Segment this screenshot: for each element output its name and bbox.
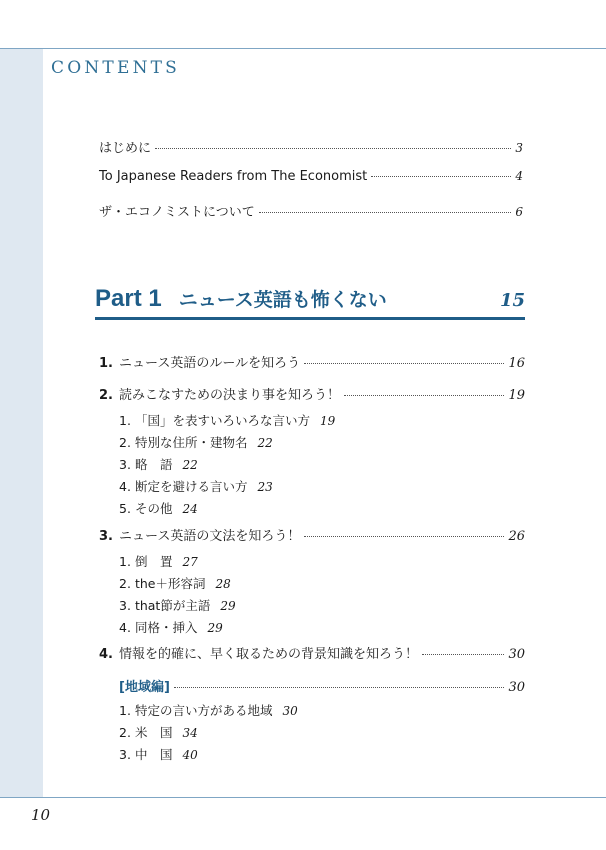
dot-leader	[174, 687, 505, 688]
subsection-number: 3.	[119, 598, 131, 613]
part-number: Part 1	[95, 285, 162, 312]
toc-page: 4	[515, 169, 523, 183]
part-heading[interactable]	[95, 285, 525, 316]
toc-section-2[interactable]	[99, 384, 525, 403]
subsection-number: 2.	[119, 725, 131, 740]
subsection-number: 2.	[119, 435, 131, 450]
toc-subsection[interactable]	[119, 618, 223, 636]
subsection-label: 同格・挿入	[134, 620, 198, 635]
left-margin-band	[0, 49, 43, 797]
toc-entry-intro[interactable]	[99, 137, 523, 156]
section-label: 情報を的確に、早く取るための背景知識を知ろう！	[118, 647, 418, 662]
region-page: 30	[508, 680, 525, 695]
bottom-rule	[0, 797, 606, 798]
toc-subsection[interactable]	[119, 455, 198, 473]
section-number: 2.	[99, 388, 113, 403]
subsection-label: 「国」を表すいろいろな言い方	[134, 413, 310, 428]
section-label: 読みこなすための決まり事を知ろう！	[118, 388, 340, 403]
dot-leader	[304, 363, 504, 364]
subsection-label: その他	[134, 501, 173, 516]
toc-region-heading[interactable]	[119, 676, 525, 695]
toc-page: 6	[515, 205, 523, 219]
subsection-label: 断定を避ける言い方	[134, 479, 248, 494]
subsection-page: 29	[220, 599, 236, 613]
subsection-number: 1.	[119, 703, 131, 718]
subsection-number: 1.	[119, 554, 131, 569]
part-page: 15	[499, 290, 525, 311]
subsection-page: 29	[207, 621, 223, 635]
subsection-label: 特定の言い方がある地域	[134, 703, 273, 718]
subsection-page: 23	[257, 480, 273, 494]
toc-subsection[interactable]	[119, 433, 273, 451]
part-underline	[95, 317, 525, 320]
subsection-number: 5.	[119, 501, 131, 516]
toc-subsection[interactable]	[119, 552, 198, 570]
toc-subsection[interactable]	[119, 411, 335, 429]
toc-section-4[interactable]	[99, 643, 525, 662]
subsection-page: 28	[215, 577, 231, 591]
toc-label: To Japanese Readers from The Economist	[99, 169, 368, 184]
section-number: 3.	[99, 529, 113, 544]
section-number: 4.	[99, 647, 113, 662]
toc-subsection[interactable]	[119, 701, 298, 719]
part-title: ニュース英語も怖くない	[178, 289, 387, 311]
section-page: 19	[508, 388, 525, 403]
subsection-label: 特別な住所・建物名	[134, 435, 248, 450]
section-page: 30	[508, 647, 525, 662]
subsection-label: that節が主語	[134, 598, 211, 613]
page-number: 10	[31, 806, 51, 824]
subsection-label: the＋形容詞	[134, 576, 206, 591]
subsection-page: 27	[182, 555, 198, 569]
subsection-page: 34	[182, 726, 198, 740]
subsection-page: 19	[319, 414, 336, 428]
toc-entry-economist-note[interactable]	[99, 169, 523, 184]
subsection-label: 中 国	[134, 747, 173, 762]
subsection-number: 3.	[119, 747, 131, 762]
toc-subsection[interactable]	[119, 745, 198, 763]
dot-leader	[344, 395, 504, 396]
subsection-number: 4.	[119, 479, 131, 494]
subsection-page: 30	[282, 704, 298, 718]
toc-entry-about-economist[interactable]	[99, 201, 523, 220]
toc-subsection[interactable]	[119, 477, 273, 495]
region-label: [地域編]	[119, 680, 170, 695]
subsection-number: 1.	[119, 413, 131, 428]
toc-label: ザ・エコノミストについて	[99, 205, 255, 220]
toc-page: 3	[515, 141, 523, 155]
subsection-page: 22	[182, 458, 198, 472]
toc-label: はじめに	[99, 141, 152, 156]
toc-subsection[interactable]	[119, 723, 198, 741]
top-rule	[0, 48, 606, 49]
section-page: 16	[508, 356, 525, 371]
contents-heading: CONTENTS	[51, 58, 181, 78]
toc-subsection[interactable]	[119, 499, 198, 517]
dot-leader	[422, 654, 504, 655]
dot-leader	[155, 148, 511, 149]
section-label: ニュース英語の文法を知ろう！	[118, 529, 301, 544]
section-number: 1.	[99, 356, 113, 371]
subsection-label: 米 国	[134, 725, 173, 740]
subsection-page: 24	[182, 502, 198, 516]
section-page: 26	[508, 529, 525, 544]
subsection-number: 4.	[119, 620, 131, 635]
subsection-number: 2.	[119, 576, 131, 591]
section-label: ニュース英語のルールを知ろう	[118, 356, 301, 371]
subsection-number: 3.	[119, 457, 131, 472]
toc-section-1[interactable]	[99, 352, 525, 371]
dot-leader	[259, 212, 512, 213]
toc-subsection[interactable]	[119, 596, 236, 614]
subsection-label: 倒 置	[134, 554, 173, 569]
subsection-label: 略 語	[134, 457, 173, 472]
dot-leader	[371, 176, 511, 177]
toc-subsection[interactable]	[119, 574, 231, 592]
subsection-page: 40	[182, 748, 198, 762]
subsection-page: 22	[257, 436, 273, 450]
dot-leader	[304, 536, 504, 537]
toc-section-3[interactable]	[99, 525, 525, 544]
